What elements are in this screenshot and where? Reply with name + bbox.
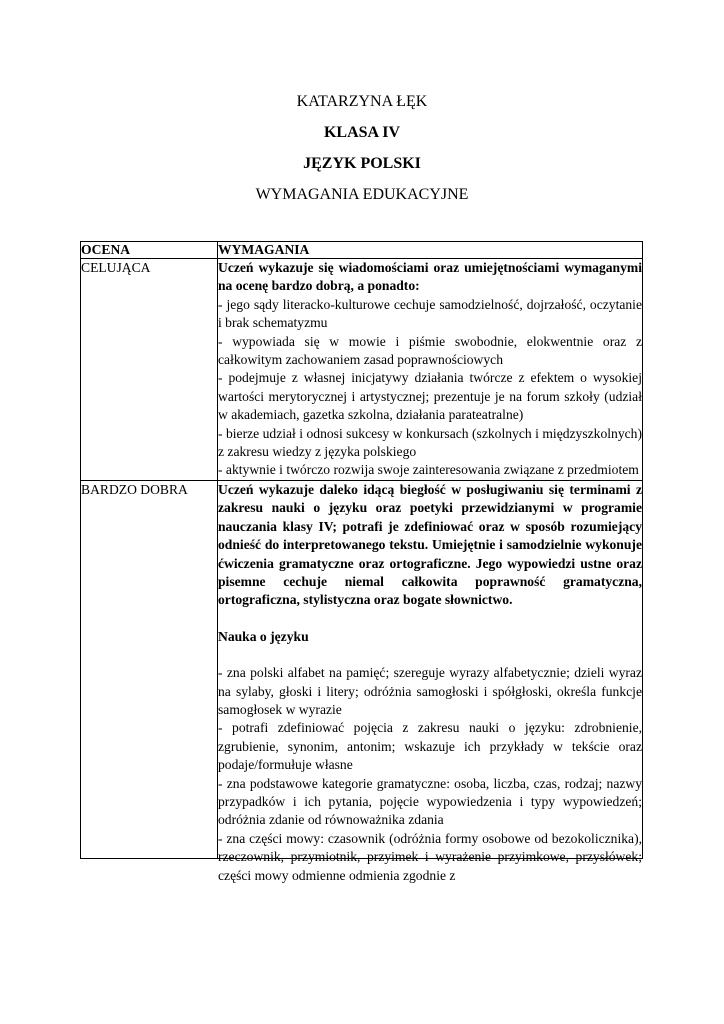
table-row-celujaca (81, 259, 643, 481)
grade-cell: BARDZO DOBRA (81, 480, 218, 858)
requirements-table (80, 241, 643, 883)
requirement-item: - zna części mowy: czasownik (odróżnia formy osobowe od bezokolicznika), rzeczownik, przymiotnik, przyimek i wyrażenie przyimkowe, przysłówek; części mowy odmienne odmienia zgodnie z (218, 830, 642, 883)
column-header-grade: OCENA (81, 242, 218, 259)
column-header-requirements: WYMAGANIA (218, 242, 643, 259)
requirement-item: - wypowiada się w mowie i piśmie swobodnie, elokwentnie oraz z całkowitym zachowaniem zasad poprawnościowych (218, 333, 642, 368)
requirement-item: - podejmuje z własnej inicjatywy działania twórcze z efektem o wysokiej wartości merytorycznej i artystycznej; prezentuje je na forum szkoły (udział w akademiach, gazetka szkolna, działania parateatralne) (218, 370, 642, 423)
requirements-cell (218, 259, 643, 481)
requirement-item: - jego sądy literacko-kulturowe cechuje samodzielność, dojrzałość, oczytanie i brak schematyzmu (218, 296, 642, 331)
author-name: KATARZYNA ŁĘK (296, 93, 428, 110)
requirements-content (218, 481, 642, 883)
section-title: Nauka o języku (218, 628, 309, 644)
requirement-item: - zna podstawowe kategorie gramatyczne: osoba, liczba, czas, rodzaj; nazwy przypadków i ich pytania, pojęcie wypowiedzenia i typy wypowiedzeń; odróżnia zdanie od równoważnika zdania (218, 775, 642, 828)
requirements-intro: Uczeń wykazuje się wiadomościami oraz umiejętnościami wymaganymi na ocenę bardzo dobrą, a ponadto: (218, 260, 642, 294)
document-title: WYMAGANIA EDUKACYJNE (255, 186, 469, 203)
table-row-bardzo-dobra (81, 480, 643, 858)
requirement-item: - potrafi zdefiniować pojęcia z zakresu nauki o języku: zdrobnienie, zgrubienie, synonim, antonim; wskazuje ich przykłady w tekście oraz podaje/formułuje własne (218, 720, 642, 773)
requirements-intro: Uczeń wykazuje daleko idącą biegłość w posługiwaniu się terminami z zakresu nauki o języku oraz poetyki przewidzianymi w programie nauczania klasy IV; potrafi je zdefiniować oraz w sposób rozumiejący odnieść do interpretowanego tekstu. Umiejętnie i samodzielnie wykonuje ćwiczenia gramatyczne oraz ortograficzne. Jego wypowiedzi ustne oraz pisemne cechuje niemal całkowita poprawność gramatyczna, ortograficzna, stylistyczna oraz bogate słownictwo. (218, 481, 642, 608)
document-header (0, 86, 724, 210)
requirement-item: - aktywnie i twórczo rozwija swoje zainteresowania związane z przedmiotem (218, 462, 639, 478)
requirements-cell (218, 480, 643, 883)
table-header-row (81, 242, 643, 259)
requirement-item: - bierze udział i odnosi sukcesy w konkursach (szkolnych i międzyszkolnych) z zakresu wiedzy z języka polskiego (218, 425, 642, 460)
requirement-item: - zna polski alfabet na pamięć; szereguje wyrazy alfabetycznie; dzieli wyraz na sylaby, głoski i litery; odróżnia samogłoski i spółgłoski, określa funkcje samogłosek w wyrazie (218, 665, 642, 717)
class-label: KLASA IV (323, 124, 401, 141)
subject-label: JĘZYK POLSKI (303, 155, 421, 172)
grade-cell: CELUJĄCA (81, 259, 218, 481)
